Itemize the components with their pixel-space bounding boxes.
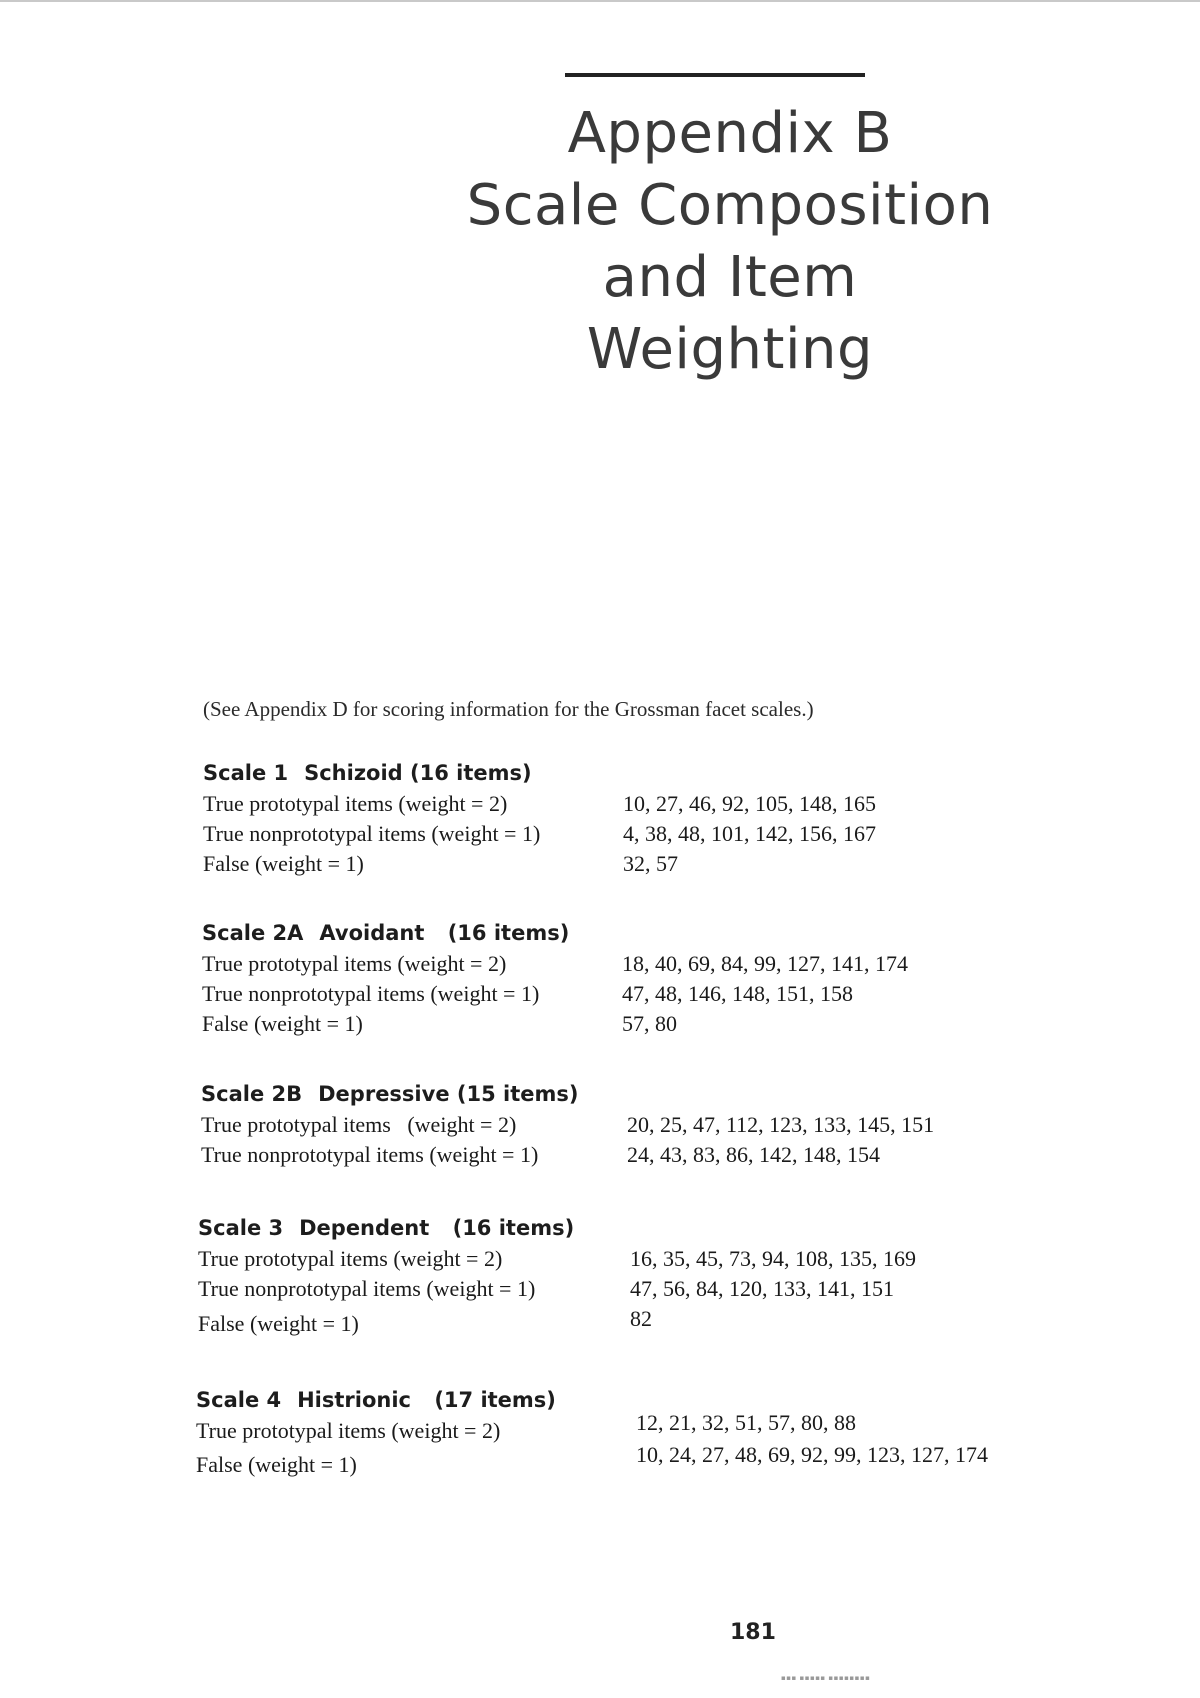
row-items: 82 — [630, 1306, 652, 1331]
scale-row — [202, 1009, 1102, 1039]
row-label: True prototypal items (weight = 2) — [198, 1246, 503, 1271]
scale-row — [196, 1442, 1096, 1480]
scale-name: Histrionic — [297, 1388, 411, 1412]
scale-2b-section — [201, 1078, 1101, 1170]
scale-heading — [198, 1212, 1098, 1244]
scale-name: Avoidant — [319, 921, 425, 945]
scale-row — [198, 1304, 1098, 1338]
scale-row — [203, 819, 1103, 849]
scale-row — [202, 949, 1102, 979]
row-items: 47, 48, 146, 148, 151, 158 — [622, 981, 853, 1006]
scale-heading — [201, 1078, 1101, 1110]
title-line-3: and Item Weighting — [586, 245, 874, 382]
scale-row — [202, 979, 1102, 1009]
scale-row — [203, 849, 1103, 879]
page-title — [455, 98, 1005, 386]
row-label: True nonprototypal items (weight = 1) — [201, 1142, 539, 1167]
scanner-watermark: ▪▪▪ ▪▪▪▪▪ ▪▪▪▪▪▪▪▪ — [781, 1674, 871, 1682]
row-label: True prototypal items (weight = 2) — [202, 951, 507, 976]
scale-row — [201, 1140, 1101, 1170]
row-items: 10, 27, 46, 92, 105, 148, 165 — [623, 791, 876, 816]
row-label: True prototypal items (weight = 2) — [201, 1112, 517, 1137]
scale-count: (16 items) — [452, 1216, 575, 1240]
row-label: True nonprototypal items (weight = 1) — [202, 981, 540, 1006]
scale-heading — [202, 917, 1102, 949]
scale-count: (15 items) — [456, 1082, 579, 1106]
scale-name: Schizoid — [304, 761, 403, 785]
page-top-edge — [0, 0, 1200, 2]
scale-4-section — [196, 1384, 1096, 1480]
scale-count: (17 items) — [434, 1388, 556, 1412]
row-items: 10, 24, 27, 48, 69, 92, 99, 123, 127, 174 — [636, 1442, 988, 1467]
row-label: False (weight = 1) — [202, 1011, 363, 1036]
title-line-1: Appendix B — [567, 101, 893, 166]
scale-count: (16 items) — [447, 921, 570, 945]
row-items: 12, 21, 32, 51, 57, 80, 88 — [636, 1410, 856, 1435]
row-label: False (weight = 1) — [198, 1311, 359, 1336]
row-items: 47, 56, 84, 120, 133, 141, 151 — [630, 1276, 894, 1301]
title-line-2: Scale Composition — [466, 173, 994, 238]
scale-row — [198, 1274, 1098, 1304]
row-label: True prototypal items (weight = 2) — [196, 1418, 501, 1443]
scale-name: Depressive — [318, 1082, 450, 1106]
scale-count: (16 items) — [410, 761, 532, 785]
scale-number: Scale 3 — [198, 1216, 284, 1240]
scale-row — [201, 1110, 1101, 1140]
row-label: False (weight = 1) — [203, 851, 364, 876]
row-label: False (weight = 1) — [196, 1452, 357, 1477]
scale-number: Scale 4 — [196, 1388, 282, 1412]
page-number: 181 — [730, 1620, 776, 1645]
scale-number: Scale 2A — [202, 921, 304, 945]
row-items: 57, 80 — [622, 1011, 677, 1036]
row-items: 18, 40, 69, 84, 99, 127, 141, 174 — [622, 951, 908, 976]
scale-row — [203, 789, 1103, 819]
row-label: True nonprototypal items (weight = 1) — [198, 1276, 536, 1301]
scale-number: Scale 1 — [203, 761, 289, 785]
row-items: 20, 25, 47, 112, 123, 133, 145, 151 — [627, 1112, 935, 1137]
title-rule — [565, 73, 865, 77]
row-items: 32, 57 — [623, 851, 678, 876]
row-items: 16, 35, 45, 73, 94, 108, 135, 169 — [630, 1246, 916, 1271]
row-items: 4, 38, 48, 101, 142, 156, 167 — [623, 821, 876, 846]
row-label: True nonprototypal items (weight = 1) — [203, 821, 541, 846]
scale-2a-section — [202, 917, 1102, 1039]
scale-name: Dependent — [299, 1216, 430, 1240]
scale-row — [198, 1244, 1098, 1274]
row-label: True prototypal items (weight = 2) — [203, 791, 508, 816]
scale-1-section — [203, 757, 1103, 879]
intro-note: (See Appendix D for scoring information for the Grossman facet scales.) — [203, 697, 814, 721]
scale-heading — [203, 757, 1103, 789]
scale-3-section — [198, 1212, 1098, 1338]
scale-number: Scale 2B — [201, 1082, 303, 1106]
row-items: 24, 43, 83, 86, 142, 148, 154 — [627, 1142, 880, 1167]
